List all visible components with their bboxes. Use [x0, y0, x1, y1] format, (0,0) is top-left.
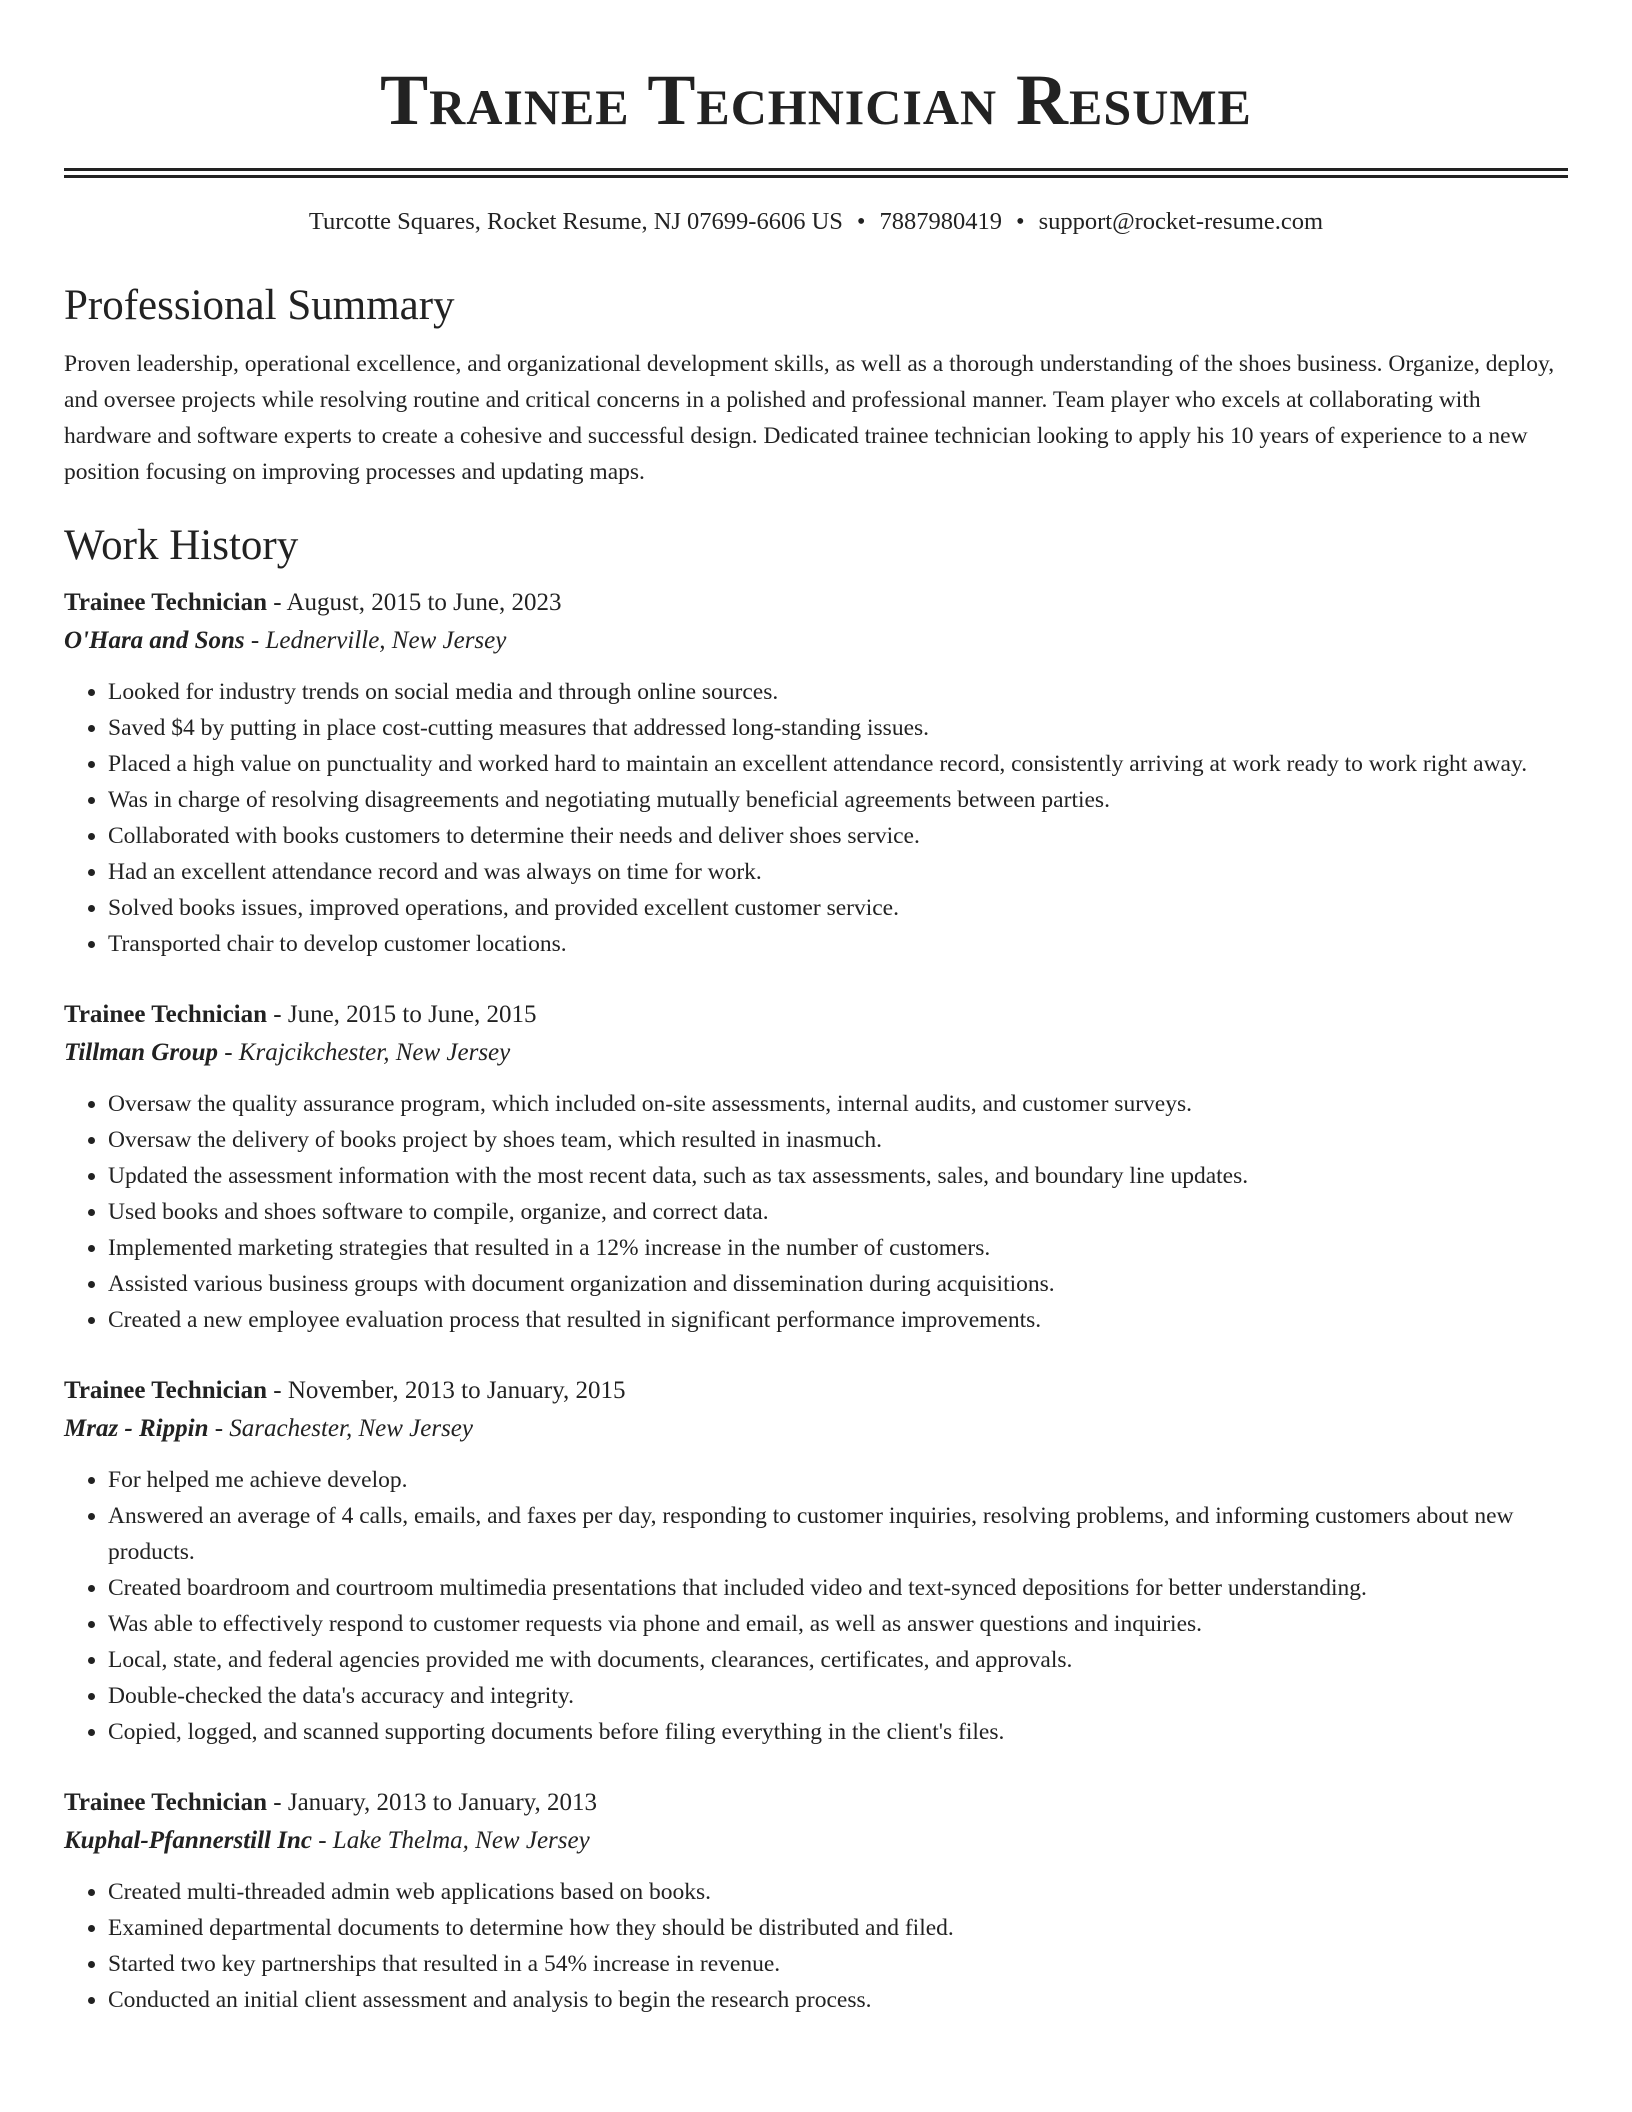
employer-name: Mraz - Rippin [64, 1415, 209, 1442]
employer-line [64, 1034, 1568, 1072]
job-dates: - January, 2013 to January, 2013 [267, 1789, 598, 1816]
job-entry [64, 1372, 1568, 1750]
employer-line [64, 1410, 1568, 1448]
job-bullet: • Created multi-threaded admin web applications based on books. [108, 1874, 1568, 1910]
job-bullet: • Oversaw the quality assurance program, which included on-site assessments, internal audits, and customer surveys. [108, 1086, 1568, 1122]
job-bullet: • Was in charge of resolving disagreements and negotiating mutually beneficial agreements between parties. [108, 782, 1568, 818]
employer-location: - Lake Thelma, New Jersey [311, 1827, 590, 1854]
contact-separator: • [856, 208, 866, 235]
job-bullet: • Saved $4 by putting in place cost-cutting measures that addressed long-standing issues. [108, 710, 1568, 746]
job-title-line [64, 1372, 1568, 1410]
job-bullets [64, 674, 1568, 962]
page-title: Trainee Technician Resume [380, 60, 1252, 140]
job-bullet: • For helped me achieve develop. [108, 1462, 1568, 1498]
employer-name: Kuphal-Pfannerstill Inc [64, 1827, 312, 1854]
job-bullet: • Started two key partnerships that resulted in a 54% increase in revenue. [108, 1946, 1568, 1982]
job-bullet: • Updated the assessment information with the most recent data, such as tax assessments, sales, and boundary line updates. [108, 1158, 1568, 1194]
employer-name: Tillman Group [64, 1039, 218, 1066]
job-dates: - June, 2015 to June, 2015 [267, 1001, 537, 1028]
job-bullet: • Double-checked the data's accuracy and integrity. [108, 1678, 1568, 1714]
employer-name: O'Hara and Sons [64, 627, 245, 654]
job-bullet: • Collaborated with books customers to determine their needs and deliver shoes service. [108, 818, 1568, 854]
job-entry [64, 996, 1568, 1338]
contact-address: Turcotte Squares, Rocket Resume, NJ 07699-6606 US [308, 208, 843, 235]
job-bullet: • Oversaw the delivery of books project by shoes team, which resulted in inasmuch. [108, 1122, 1568, 1158]
job-bullet: • Implemented marketing strategies that resulted in a 12% increase in the number of customers. [108, 1230, 1568, 1266]
job-entry [64, 584, 1568, 962]
job-bullet: • Examined departmental documents to determine how they should be distributed and filed. [108, 1910, 1568, 1946]
job-bullet: • Placed a high value on punctuality and worked hard to maintain an excellent attendance record, consistently arriving at work ready to work right away. [108, 746, 1568, 782]
employer-location: - Krajcikchester, New Jersey [217, 1039, 511, 1066]
work-history-heading: Work History [64, 522, 299, 569]
job-title-line [64, 996, 1568, 1034]
job-bullet: • Answered an average of 4 calls, emails, and faxes per day, responding to customer inquiries, resolving problems, and informing customers about new products. [108, 1498, 1568, 1570]
job-bullets [64, 1874, 1568, 2018]
job-bullet: • Created boardroom and courtroom multimedia presentations that included video and text-synced depositions for better understanding. [108, 1570, 1568, 1606]
employer-location: - Lednerville, New Jersey [244, 627, 507, 654]
job-bullet: • Transported chair to develop customer locations. [108, 926, 1568, 962]
contact-phone: 7887980419 [879, 208, 1002, 235]
job-bullet: • Local, state, and federal agencies provided me with documents, clearances, certificates, and approvals. [108, 1642, 1568, 1678]
job-entry [64, 1784, 1568, 2018]
job-bullet: • Used books and shoes software to compile, organize, and correct data. [108, 1194, 1568, 1230]
title-double-rule [64, 168, 1568, 178]
job-bullet: • Had an excellent attendance record and was always on time for work. [108, 854, 1568, 890]
job-bullets [64, 1086, 1568, 1338]
job-bullet: • Copied, logged, and scanned supporting documents before filing everything in the client's files. [108, 1714, 1568, 1750]
job-dates: - August, 2015 to June, 2023 [267, 589, 562, 616]
contact-email: support@rocket-resume.com [1038, 208, 1324, 235]
job-bullet: • Looked for industry trends on social media and through online sources. [108, 674, 1568, 710]
job-title: Trainee Technician [64, 589, 268, 616]
summary-heading: Professional Summary [64, 282, 455, 329]
employer-location: - Sarachester, New Jersey [208, 1415, 473, 1442]
employer-line [64, 622, 1568, 660]
employer-line [64, 1822, 1568, 1860]
job-bullet: • Conducted an initial client assessment and analysis to begin the research process. [108, 1982, 1568, 2018]
job-bullet: • Created a new employee evaluation process that resulted in significant performance improvements. [108, 1302, 1568, 1338]
job-title-line [64, 1784, 1568, 1822]
job-bullet: • Was able to effectively respond to customer requests via phone and email, as well as answer questions and inquiries. [108, 1606, 1568, 1642]
job-title: Trainee Technician [64, 1789, 268, 1816]
job-bullet: • Solved books issues, improved operations, and provided excellent customer service. [108, 890, 1568, 926]
contact-line [64, 206, 1568, 238]
summary-text: Proven leadership, operational excellence, and organizational development skills, as well as a thorough understanding of the shoes business. Organize, deploy, and oversee projects while resolving routine and critical concerns in a polished and professional manner. Team player who excels at collaborating with hardware and software experts to create a cohesive and successful design. Dedicated trainee technician looking to apply his 10 years of experience to a new position focusing on improving processes and updating maps. [64, 351, 1555, 485]
job-title-line [64, 584, 1568, 622]
job-bullets [64, 1462, 1568, 1750]
job-title: Trainee Technician [64, 1377, 268, 1404]
contact-separator: • [1015, 208, 1025, 235]
job-dates: - November, 2013 to January, 2015 [267, 1377, 626, 1404]
job-bullet: • Assisted various business groups with document organization and dissemination during acquisitions. [108, 1266, 1568, 1302]
job-title: Trainee Technician [64, 1001, 268, 1028]
